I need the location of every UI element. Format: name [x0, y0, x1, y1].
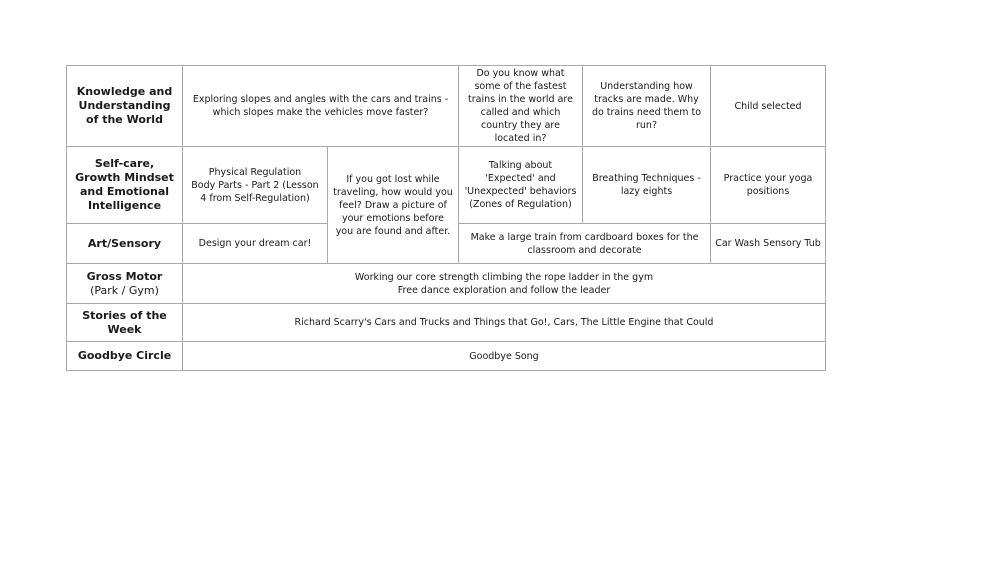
regulation-title: Physical Regulation [208, 166, 302, 178]
gross-motor-line-1: Working our core strength climbing the rope ladder in the gym [354, 271, 654, 283]
cell-dream-car: Design your dream car! [183, 224, 328, 264]
cell-gross-motor [183, 264, 826, 304]
row-selfcare [67, 147, 826, 224]
row-label-selfcare: Self-care, Growth Mindset and Emotional Intelligence [67, 147, 183, 224]
row-goodbye [67, 342, 826, 371]
weekly-plan-table [66, 65, 826, 371]
row-label-gross-motor [67, 264, 183, 304]
cell-breathing: Breathing Techniques - lazy eights [583, 147, 711, 224]
cell-expected-behaviors: Talking about 'Expected' and 'Unexpected' behaviors (Zones of Regulation) [459, 147, 583, 224]
cell-car-wash: Car Wash Sensory Tub [711, 224, 826, 264]
cell-stories: Richard Scarry's Cars and Trucks and Things that Go!, Cars, The Little Engine that Could [183, 304, 826, 342]
cell-slopes: Exploring slopes and angles with the cars and trains - which slopes make the vehicles move faster? [183, 66, 459, 147]
cell-child-selected: Child selected [711, 66, 826, 147]
gross-motor-line-2: Free dance exploration and follow the leader [397, 284, 611, 296]
cell-yoga: Practice your yoga positions [711, 147, 826, 224]
cell-fastest-trains: Do you know what some of the fastest trains in the world are called and which country they are located in? [459, 66, 583, 147]
cell-cardboard-train: Make a large train from cardboard boxes for the classroom and decorate [459, 224, 711, 264]
row-knowledge [67, 66, 826, 147]
regulation-detail: Body Parts - Part 2 (Lesson 4 from Self-Regulation) [191, 179, 319, 204]
gross-motor-label-bold: Gross Motor [86, 269, 163, 283]
cell-goodbye: Goodbye Song [183, 342, 826, 371]
cell-lost-traveling: If you got lost while traveling, how would you feel? Draw a picture of your emotions before you are found and after. [328, 147, 459, 264]
row-label-knowledge: Knowledge and Understanding of the World [67, 66, 183, 147]
row-stories [67, 304, 826, 342]
row-label-stories: Stories of the Week [67, 304, 183, 342]
row-label-goodbye: Goodbye Circle [67, 342, 183, 371]
row-gross-motor [67, 264, 826, 304]
gross-motor-label-normal: (Park / Gym) [90, 283, 159, 297]
cell-physical-regulation [183, 147, 328, 224]
cell-tracks: Understanding how tracks are made. Why do trains need them to run? [583, 66, 711, 147]
row-label-art: Art/Sensory [67, 224, 183, 264]
